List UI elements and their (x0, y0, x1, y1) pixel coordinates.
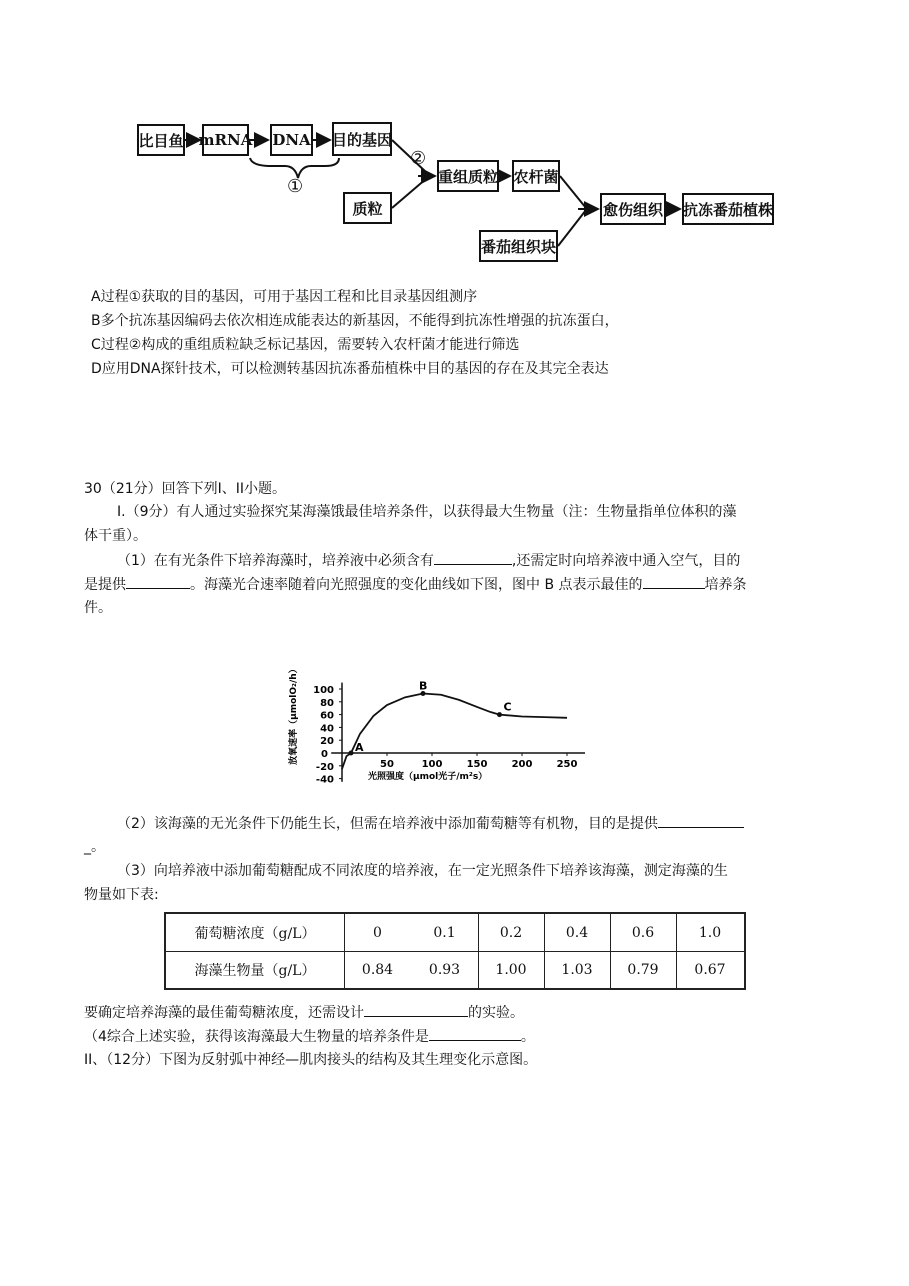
q30-part1-line1: I.（9分）有人通过实验探究某海藻饿最佳培养条件，以获得最大生物量（注：生物量指单位体积的藻 (117, 504, 737, 520)
x-tick-label: 150 (466, 759, 488, 770)
flow-marker-1: ① (287, 176, 304, 197)
flow-marker-2: ② (410, 148, 427, 169)
flow-agro-label: 农杆菌 (513, 167, 559, 186)
q30-part1-line2: 体干重）。 (84, 528, 147, 544)
option-d: D应用DNA探针技术，可以检测转基因抗冻番茄植株中目的基因的存在及其完全表达 (91, 361, 609, 377)
x-tick-label: 50 (380, 759, 394, 770)
table-cell: 0 (373, 924, 382, 941)
table-cell: 0.6 (631, 924, 655, 941)
y-tick-label: 80 (320, 697, 334, 709)
table-cell: 0.1 (433, 924, 456, 941)
x-tick-label: 200 (511, 759, 533, 770)
point-label-c: C (503, 700, 512, 714)
q30-sub2-line2: _。 (84, 839, 105, 855)
point-label-b: B (419, 679, 428, 693)
q30-sub1-text-d: 。海藻光合速率随着向光照强度的变化曲线如下图，图中 B 点表示最佳的 (190, 577, 643, 593)
flow-plant-box (682, 193, 774, 225)
flow-target-gene-label: 目的基因 (332, 130, 393, 149)
q30-sub3-text-d: 的实验。 (468, 1005, 524, 1021)
table-cell: 0.4 (565, 924, 589, 941)
flow-fish-label: 比目鱼 (138, 131, 184, 150)
q30-sub4-text-b: 。 (520, 1029, 535, 1045)
q30-sub3-line2: 物量如下表: (84, 887, 159, 903)
y-tick-label: -20 (315, 761, 334, 773)
flow-dna-box (270, 124, 313, 156)
y-tick-label: 0 (321, 749, 328, 760)
flow-callus-box (600, 193, 666, 225)
table-header-concentration: 葡萄糖浓度（g/L） (194, 925, 316, 942)
table-header-biomass: 海藻生物量（g/L） (194, 962, 316, 979)
table-cell: 0.79 (627, 961, 659, 978)
flow-recombinant-box (437, 160, 499, 192)
answer-blank-2[interactable] (126, 574, 190, 589)
flow-plasmid-box (343, 192, 392, 224)
option-a: A过程①获取的目的基因，可用于基因工程和比目录基因组测序 (91, 289, 478, 305)
table-cell: 1.0 (698, 924, 722, 941)
q30-heading: 30（21分）回答下列I、II小题。 (84, 481, 287, 497)
y-tick-label: 100 (313, 685, 334, 696)
flow-fish-box (137, 124, 185, 156)
option-b: B多个抗冻基因编码去依次相连成能表达的新基因，不能得到抗冻性增强的抗冻蛋白， (91, 313, 619, 329)
table-cell: 1.00 (495, 961, 527, 978)
y-axis-label: 放氧速率（μmolO₂/h） (289, 664, 299, 765)
q30-sub4-line1 (84, 1026, 535, 1047)
flow-mrna-box (198, 124, 253, 156)
x-tick-label: 100 (421, 759, 443, 770)
q30-sub4-text-a: （4综合上述实验，获得该海藻最大生物量的培养条件是 (84, 1029, 429, 1045)
table-cell: 0.93 (428, 961, 461, 978)
q30-sub1-text-c: 是提供 (84, 577, 126, 593)
chart-layer (287, 664, 585, 785)
x-axis-label: 光照强度（μmol光子/m²s） (368, 772, 488, 782)
y-tick-label: -40 (315, 774, 334, 786)
answer-blank-5[interactable] (364, 1002, 468, 1017)
q30-sub1-line2 (84, 574, 747, 595)
x-tick-label: 250 (556, 759, 578, 770)
point-label-a: A (355, 741, 364, 754)
answer-blank-3[interactable] (643, 574, 705, 589)
q30-sub1-text-a: （1）在有光条件下培养海藻时，培养液中必须含有 (117, 553, 434, 569)
q30-sub3-text-c: 要确定培养海藻的最佳葡萄糖浓度，还需设计 (84, 1005, 364, 1021)
flow-mrna-label: mRNA (198, 131, 253, 149)
q30-sub2-text-a: （2）该海藻的无光条件下仍能生长，但需在培养液中添加葡萄糖等有机物，目的是提供 (117, 816, 658, 832)
q30-sub1-text-e: 培养条 (704, 577, 747, 593)
flowchart (0, 0, 909, 280)
y-tick-label: 20 (320, 736, 334, 748)
flow-plasmid-label: 质粒 (352, 199, 383, 218)
glucose-biomass-table (164, 912, 746, 990)
data-point-a (349, 751, 354, 756)
flow-dna-label: DNA (272, 131, 311, 149)
table-cell: 0.67 (694, 961, 726, 978)
answer-blank-4[interactable] (658, 813, 744, 828)
data-point-c (497, 712, 502, 717)
q30-sub1-line3: 件。 (84, 600, 112, 616)
table-cell: 1.03 (561, 961, 593, 978)
q30-sub1-text-b: ,还需定时向培养液中通入空气，目的 (511, 553, 741, 569)
answer-blank-1[interactable] (434, 550, 512, 565)
y-tick-label: 40 (320, 723, 334, 735)
flow-agro-box (512, 160, 560, 192)
option-c: C过程②构成的重组质粒缺乏标记基因，需要转入农杆菌才能进行筛选 (91, 337, 520, 353)
q30-sub3-line1: （3）向培养液中添加葡萄糖配成不同浓度的培养液，在一定光照条件下培养该海藻，测定海藻的生 (117, 863, 728, 879)
flow-plant-label: 抗冻番茄植株 (683, 200, 774, 219)
flow-callus-label: 愈伤组织 (602, 200, 663, 219)
q30-sub1-line1 (117, 550, 740, 571)
photosynthesis-chart (268, 632, 640, 810)
table-cell: 0.84 (361, 961, 394, 978)
q30-sub3-line3 (84, 1002, 524, 1023)
flow-recombinant-label: 重组质粒 (438, 167, 499, 186)
q30-part2-line1: II、（12分）下图为反射弧中神经—肌肉接头的结构及其生理变化示意图。 (84, 1052, 538, 1068)
flow-tissue-label: 番茄组织块 (481, 237, 557, 256)
y-tick-label: 60 (320, 710, 334, 722)
table-cell: 0.2 (499, 924, 523, 941)
answer-blank-6[interactable] (429, 1026, 521, 1041)
series-line (342, 693, 567, 769)
flow-tissue-box (479, 230, 558, 262)
q30-sub2-line1 (117, 813, 744, 834)
flow-target-gene-box (332, 122, 392, 156)
